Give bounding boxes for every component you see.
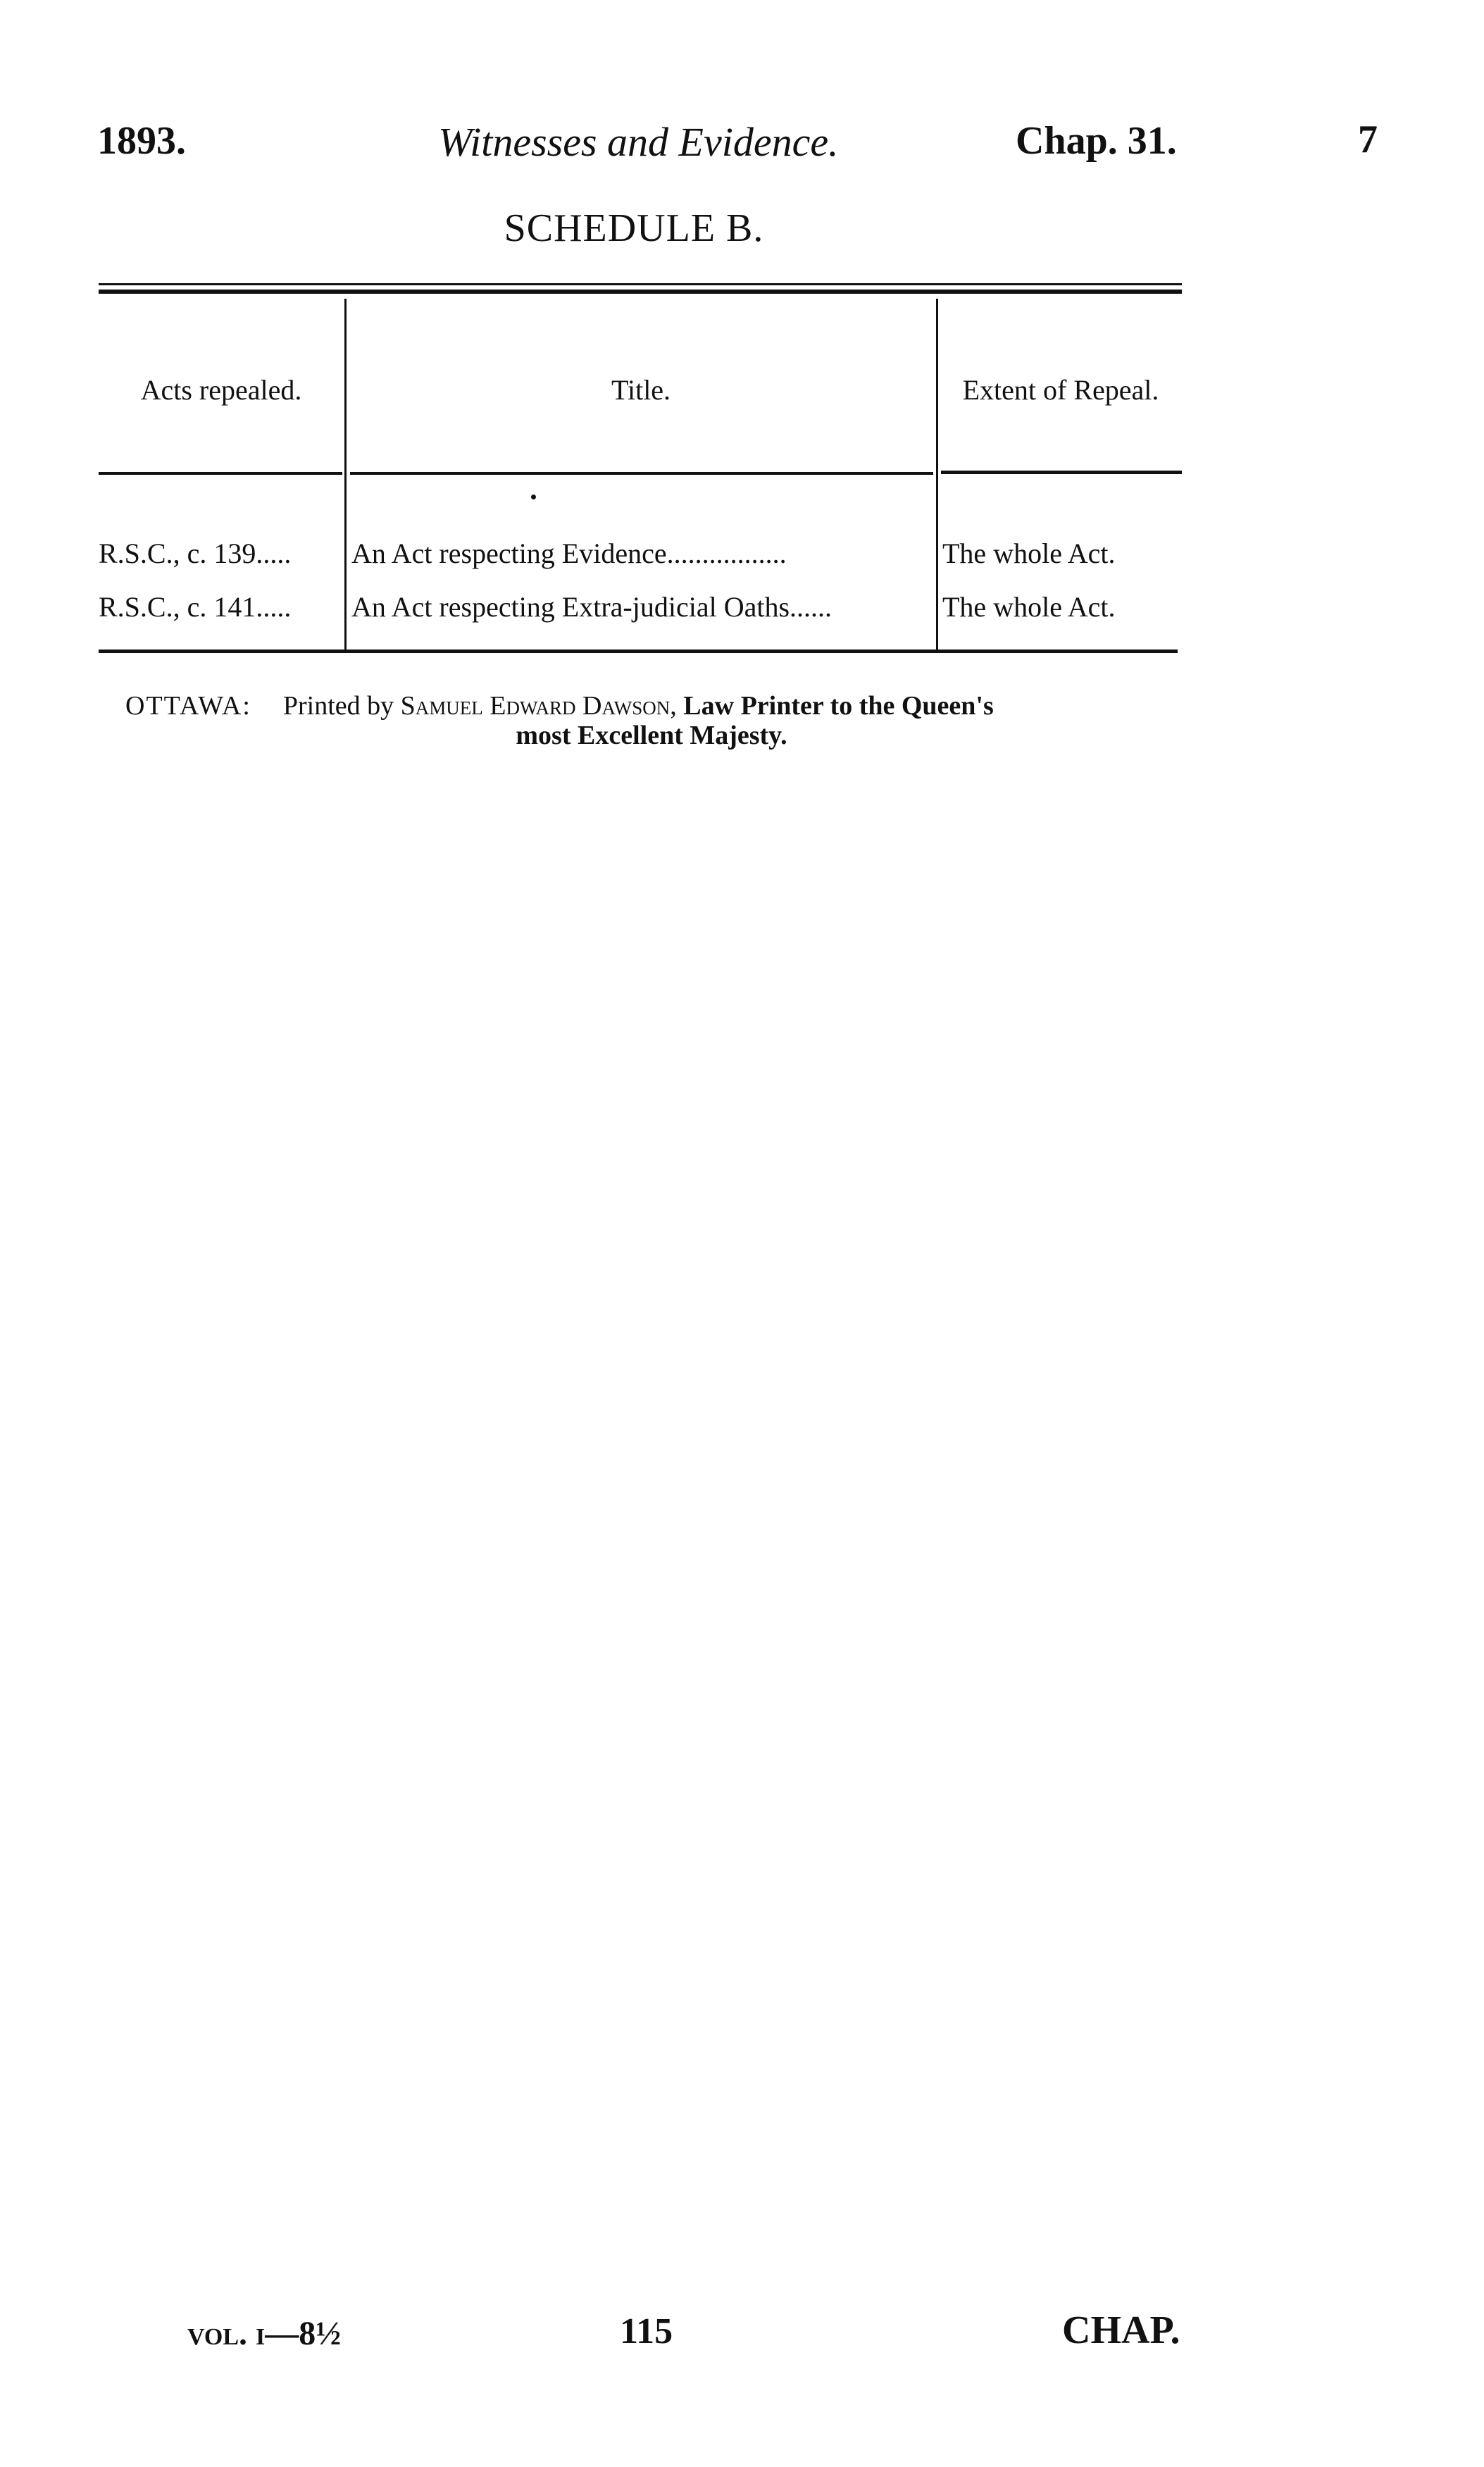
- table-row-1-extent: The whole Act.: [942, 537, 1116, 569]
- header-chapter: Chap. 31.: [1016, 119, 1177, 163]
- imprint-printer-name: Samuel Edward Dawson,: [400, 691, 677, 721]
- imprint-printer-role: Law Printer to the Queen's: [683, 691, 994, 721]
- table-row-1-title: An Act respecting Evidence.................: [351, 537, 787, 569]
- footer-catchword: CHAP.: [1062, 2308, 1180, 2352]
- header-running-title: Witnesses and Evidence.: [438, 119, 839, 165]
- table-top-rule-thick: [99, 290, 1182, 294]
- header-rule-col1: [99, 472, 342, 475]
- table-row-2-title: An Act respecting Extra-judicial Oaths......: [351, 591, 833, 623]
- page-number: 7: [1358, 118, 1378, 161]
- printer-imprint-line1: [125, 690, 994, 721]
- footer-volume-signature: vol. i—8½: [187, 2315, 342, 2352]
- imprint-printed-by: Printed by: [282, 691, 394, 721]
- printer-imprint-line2: most Excellent Majesty.: [516, 721, 787, 750]
- column-header-acts: Acts repealed.: [140, 374, 302, 406]
- column-divider-1: [344, 299, 347, 650]
- header-rule-col3: [941, 471, 1182, 474]
- footer-sheet-number: 115: [620, 2311, 673, 2351]
- imprint-place: OTTAWA:: [125, 691, 251, 721]
- column-header-extent: Extent of Repeal.: [962, 374, 1159, 406]
- header-rule-col2: [350, 472, 933, 475]
- column-header-title: Title.: [611, 374, 671, 406]
- table-top-rule-thin: [99, 283, 1182, 285]
- stray-dot: [531, 495, 536, 499]
- table-row-1-act: R.S.C., c. 139.....: [99, 537, 292, 569]
- table-row-2-extent: The whole Act.: [942, 591, 1116, 623]
- header-year: 1893.: [97, 119, 186, 163]
- column-divider-2: [936, 299, 938, 650]
- table-row-2-act: R.S.C., c. 141.....: [99, 591, 292, 623]
- schedule-heading: SCHEDULE B.: [504, 206, 764, 250]
- table-bottom-rule: [99, 650, 1178, 653]
